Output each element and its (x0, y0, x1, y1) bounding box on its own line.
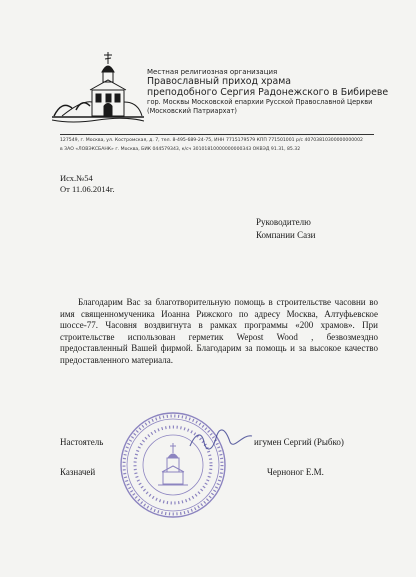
treasurer-name: Черноног Е.М. (267, 467, 324, 477)
handwritten-signature (186, 428, 256, 454)
contact-address-line: 127549, г. Москва, ул. Костромская, д. 7, тел. 8-495-689-24-75, ИНН 7715179579 КПП 771501001 р/с 40703810300000000002 (60, 138, 363, 143)
contact-bank-line: в ЗАО «ЛОВЭКСБАНК» г. Москва, БИК 044579343, к/сч 30101810000000000343 ОКВЭД 91.31, 85.32 (60, 146, 301, 152)
church-logo (52, 50, 144, 130)
outgoing-reference (60, 173, 115, 194)
reference-date: От 11.06.2014г. (60, 183, 115, 194)
church-seal-stamp (118, 410, 228, 520)
org-diocese: гор. Москвы Московской епархии Русской Православной Церкви (147, 98, 373, 106)
addressee-company: Компании Сази (256, 229, 316, 240)
reference-number: Исх.№54 (60, 173, 93, 183)
letterhead-divider (60, 134, 374, 135)
treasurer-title: Казначей (60, 467, 96, 477)
rector-title: Настоятель (60, 437, 104, 447)
letterhead-contacts (60, 137, 378, 154)
addressee-block (256, 216, 315, 241)
org-type: Местная религиозная организация (147, 68, 278, 76)
org-name-line1: Православный приход храма (147, 76, 292, 87)
addressee-title: Руководителю (256, 217, 311, 227)
body-paragraph: Благодарим Вас за благотворительную помощь в строительстве часовни во имя священномученика Иоанна Рижского по адресу Москва, Алтуфьевское шоссе-77. Часовня воздвигнута в рамках программы «200 храмов». При строительстве использован герметик Wepost Wood , безвозмездно предоставленный Вашей фирмой. Благодарим за помощь и за высокое качество предоставленного материала. (60, 297, 378, 365)
letter-body (60, 297, 378, 366)
rector-name: игумен Сергий (Рыбко) (254, 437, 344, 447)
org-name-line2: преподобного Сергия Радонежского в Бибиреве (147, 87, 389, 98)
organization-heading (147, 68, 409, 115)
org-patriarchate: (Московский Патриархат) (147, 106, 237, 115)
